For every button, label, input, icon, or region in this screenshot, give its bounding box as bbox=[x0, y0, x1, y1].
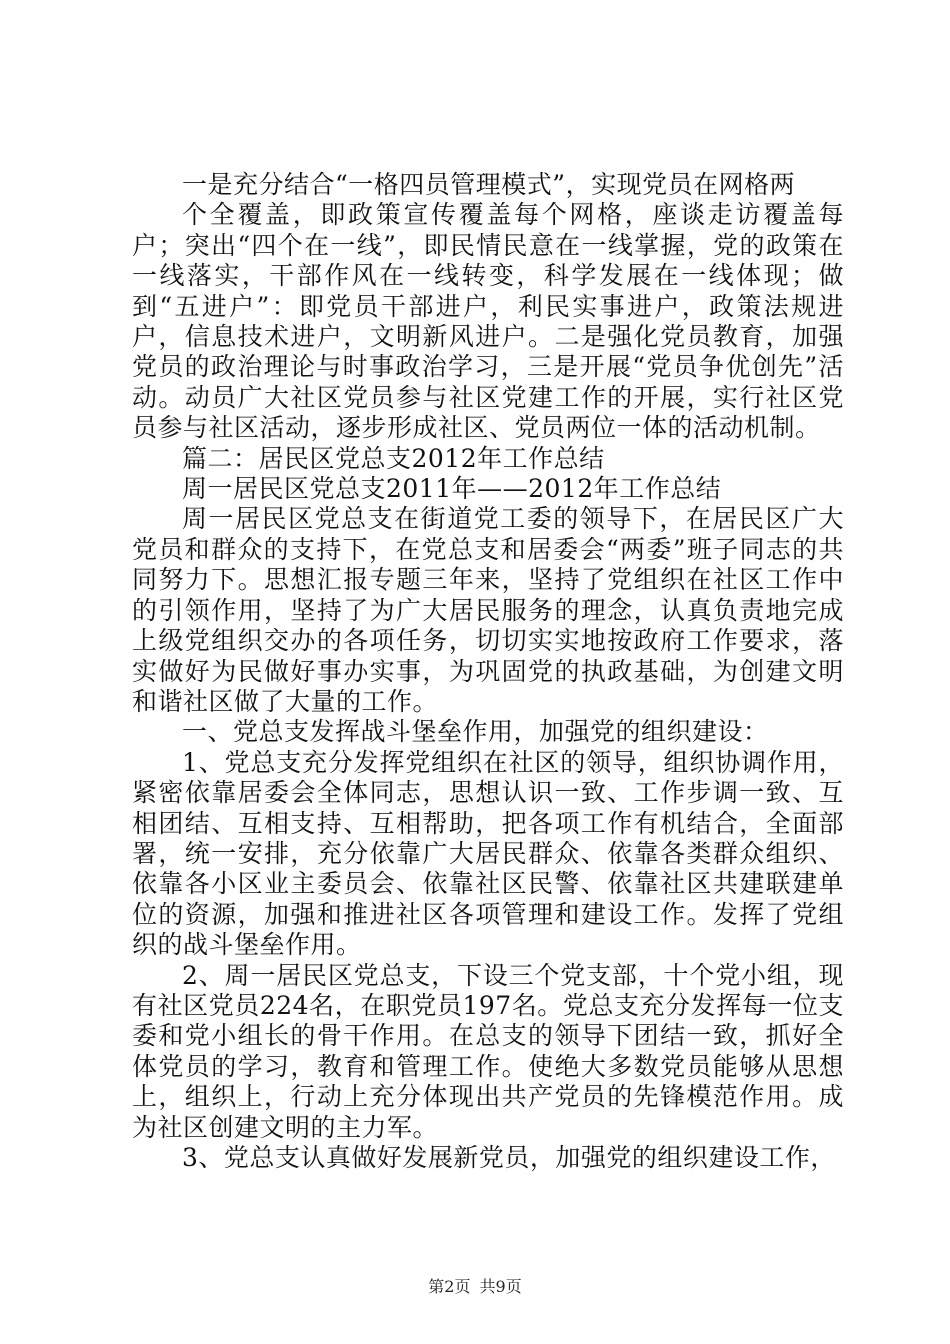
report-title: 周一居民区党总支2011年——2012年工作总结 bbox=[182, 474, 722, 504]
paragraph-1: 一是充分结合“一格四员管理模式”，实现党员在网格两 bbox=[182, 170, 796, 199]
page-number: 第2页 bbox=[428, 1277, 471, 1296]
page-footer bbox=[0, 1277, 950, 1297]
paragraph-item-2: 2、周一居民区党总支，下设三个党支部，十个党小组，现有社区党员224名，在职党员197名。党总支充分发挥每一位支委和党小组长的骨干作用。在总支的领导下团结一致，抓好全体党员的学习，教育和管理工作。使绝大多数党员能够从思想上，组织上，行动上充分体现出共产党员的先锋模范作用。成为社区创建文明的主力军。 bbox=[132, 960, 844, 1142]
section-title-part2: 篇二：居民区党总支2012年工作总结 bbox=[182, 443, 605, 473]
paragraph-item-1: 1、党总支充分发挥党组织在社区的领导，组织协调作用，紧密依靠居委会全体同志，思想认识一致、工作步调一致、互相团结、互相支持、互相帮助，把各项工作有机结合，全面部署，统一安排，充分依靠广大居民群众、依靠各类群众组织、依靠各小区业主委员会、依靠社区民警、依靠社区共建联建单位的资源，加强和推进社区各项管理和建设工作。发挥了党组织的战斗堡垒作用。 bbox=[132, 747, 844, 960]
page-total: 共9页 bbox=[479, 1277, 522, 1296]
paragraph-item-3: 3、党总支认真做好发展新党员，加强党的组织建设工作， bbox=[182, 1143, 836, 1172]
section-heading-1: 一、党总支发挥战斗堡垒作用，加强党的组织建设： bbox=[182, 717, 769, 747]
paragraph-2: 个全覆盖，即政策宣传覆盖每个网格，座谈走访覆盖每户；突出“四个在一线”，即民情民意在一线掌握，党的政策在一线落实，干部作风在一线转变，科学发展在一线体现；做到“五进户”：即党员干部进户，利民实事进户，政策法规进户，信息技术进户，文明新风进户。二是强化党员教育，加强党员的政治理论与时事政治学习，三是开展“党员争优创先”活动。动员广大社区党员参与社区党建工作的开展，实行社区党员参与社区活动，逐步形成社区、党员两位一体的活动机制。 bbox=[132, 200, 844, 443]
paragraph-intro: 周一居民区党总支在街道党工委的领导下，在居民区广大党员和群众的支持下，在党总支和居委会“两委”班子同志的共同努力下。思想汇报专题三年来，坚持了党组织在社区工作中的引领作用，坚持了为广大居民服务的理念，认真负责地完成上级党组织交办的各项任务，切切实实地按政府工作要求，落实做好为民做好事办实事，为巩固党的执政基础，为创建文明和谐社区做了大量的工作。 bbox=[132, 504, 844, 716]
document-body bbox=[132, 170, 844, 1173]
